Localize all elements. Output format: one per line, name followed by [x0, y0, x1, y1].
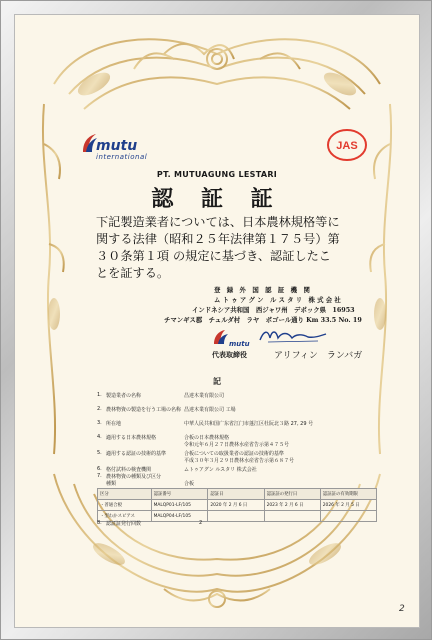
table-row — [98, 500, 377, 511]
item-label: 農林物資の種類及び区分 — [106, 474, 162, 480]
jas-mark-text: JAS — [336, 140, 358, 152]
item-num: 4. — [97, 434, 102, 440]
company-logo-sub: international — [96, 153, 148, 161]
table-cell: 2026 年 2 月 5 日 — [320, 500, 376, 511]
company-stamp-icon — [210, 326, 250, 350]
item-label: 適用する認証の技術的基準 — [106, 451, 167, 457]
item-value: 昌達木業有限公司 工場 — [184, 407, 236, 413]
kind-value: 合板 — [184, 481, 195, 487]
item-num: 2. — [97, 406, 102, 412]
table-cell: MALQP04-LF/105 — [151, 511, 208, 522]
table-header: 区分 — [98, 489, 152, 500]
item-value-2: 平成３０年３月２９日農林水産省告示第６８７号 — [184, 458, 295, 464]
body-line: とを証する。 — [96, 266, 170, 280]
item-value: 合板についての取扱業者の認証の技術的基準 — [184, 451, 284, 457]
item-value: 中華人民共和国广东省江门市蓬江区杜阮北３路 27, 29 号 — [184, 421, 314, 427]
table-header: 認証証の発行日 — [264, 489, 320, 500]
item-num: 1. — [97, 392, 102, 398]
table-cell: ・型わかスピアス — [98, 511, 152, 522]
table-header: 認証証の有効期限 — [320, 489, 376, 500]
item-num: 7. — [97, 473, 102, 479]
certificate-body — [96, 214, 366, 282]
item-label: 認証証発行回数 — [106, 521, 142, 527]
item-num: 6. — [97, 466, 102, 472]
table-header-row — [98, 489, 377, 500]
table-cell — [320, 511, 376, 522]
issuer-line: ム ト ゥ ア グ ン ル ス タ リ 株 式 会 社 — [214, 296, 341, 304]
table-cell: 2023 年 2 月 6 日 — [264, 500, 320, 511]
representative-name: アリフィン ランバガ — [274, 351, 363, 361]
table-cell: ・普通合板 — [98, 500, 152, 511]
ki-heading: 記 — [213, 376, 221, 386]
body-line: 下記製造業者については、日本農林規格等に — [96, 215, 340, 229]
handwritten-signature — [258, 326, 328, 346]
jas-mark-icon — [326, 128, 368, 162]
item-label: 農林物資の製造を行う工場の名称 — [106, 407, 182, 413]
body-line: 関する法律（昭和２５年法律第１７５号）第 — [96, 232, 340, 246]
item-value: ムトゥアグン ルスタリ 株式会社 — [184, 467, 257, 473]
item-value: 2 — [199, 520, 203, 526]
company-logo-word: mutu — [96, 138, 138, 154]
certificate-title: 認 証 証 — [151, 186, 283, 212]
item-label: 適用する日本農林規格 — [106, 435, 157, 441]
issuer-line: インドネシア共和国 西ジャワ州 デポック県 16953 — [192, 306, 355, 314]
table-cell — [208, 511, 264, 522]
company-name: PT. MUTUAGUNG LESTARI — [156, 170, 278, 179]
item-value-2: 令和元年６月２７日農林水産省告示第４７５号 — [184, 442, 290, 448]
issuer-line: 登 録 外 国 認 証 機 関 — [214, 286, 310, 294]
item-label: 製造業者の名称 — [106, 393, 142, 399]
item-num: 8. — [97, 520, 102, 526]
table-cell: 2020 年 2 月 6 日 — [208, 500, 264, 511]
table-cell: MALQP01-LF/105 — [151, 500, 208, 511]
item-label: 所在地 — [106, 421, 122, 427]
table-cell — [264, 511, 320, 522]
item-value: 合板の日本農林規格 — [184, 435, 230, 441]
table-header: 認証番号 — [151, 489, 208, 500]
certificate-paper — [14, 14, 420, 628]
item-num: 3. — [97, 420, 102, 426]
table-header: 認証日 — [208, 489, 264, 500]
corner-mark: 2 — [399, 604, 405, 614]
stamp-text: mutu — [229, 340, 250, 348]
issuer-line: チマンギス郡 チュルダ村 ラヤ ボゴール通り Km 33.5 No. 19 — [164, 316, 362, 324]
item-label: 格付試料の検査機関 — [106, 467, 152, 473]
kind-label: 種類 — [106, 481, 117, 487]
representative-label: 代表取締役 — [212, 351, 247, 359]
item-value: 昌達木業有限公司 — [184, 393, 225, 399]
certification-table — [97, 488, 377, 522]
body-line: ３０条第１項 の規定に基づき、認証したこ — [96, 249, 331, 263]
item-num: 5. — [97, 450, 102, 456]
